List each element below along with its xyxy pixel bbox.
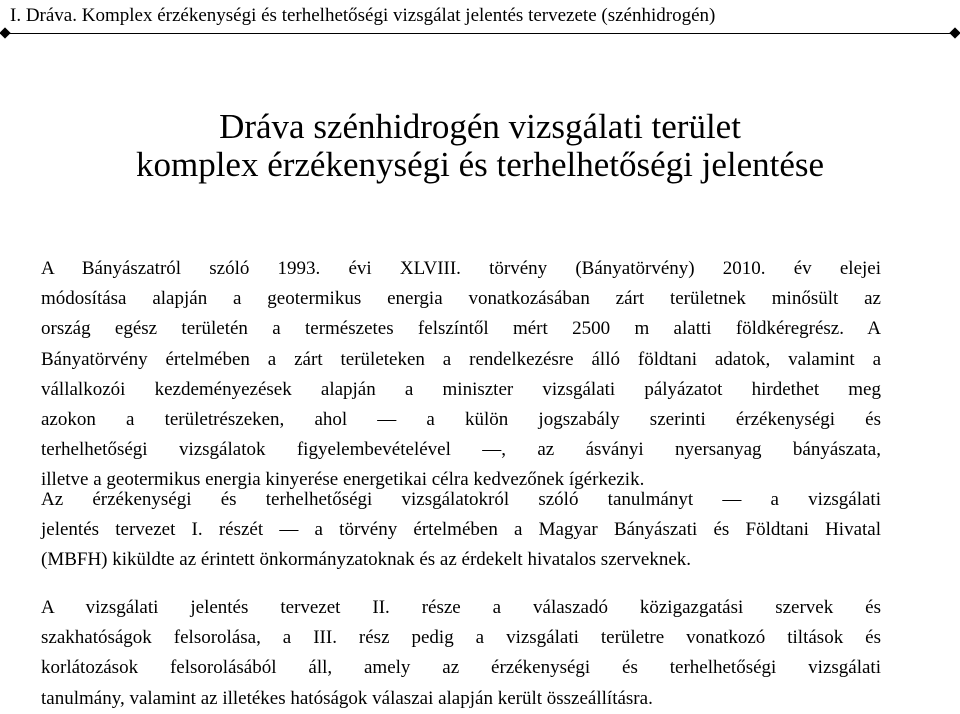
paragraph-2 (41, 485, 881, 576)
paragraph-line: A vizsgálati jelentés tervezet II. része a válaszadó közigazgatási szervek és (41, 597, 881, 618)
paragraph-line: korlátozások felsorolásából áll, amely az érzékenységi és terhelhetőségi vizsgálati (41, 657, 881, 679)
paragraph-1 (41, 254, 881, 496)
paragraph-line: illetve a geotermikus energia kinyerése energetikai célra kedvezőnek ígérkezik. (41, 469, 645, 491)
paragraph-line: vállalkozói kezdeményezések alapján a miniszter vizsgálati pályázatot hirdethet meg (41, 378, 881, 400)
paragraph-line: Bányatörvény értelmében a zárt területeken a rendelkezésre álló földtani adatok, valamint a (41, 348, 881, 370)
paragraph-line: szakhatóságok felsorolása, a III. rész pedig a vizsgálati területre vonatkozó tiltások és (41, 627, 881, 649)
document-title-line-2: komplex érzékenységi és terhelhetőségi jelentése (135, 145, 825, 184)
paragraph-line: (MBFH) kiküldte az érintett önkormányzatoknak és az érdekelt hivatalos szerveknek. (41, 549, 691, 571)
paragraph-3 (41, 593, 881, 714)
running-header-text: I. Dráva. Komplex érzékenységi és terhelhetőségi vizsgálat jelentés tervezete (szénhidrogén) (10, 5, 716, 26)
paragraph-line: ország egész területén a természetes felszíntől mért 2500 m alatti földkéregrész. A (41, 318, 881, 340)
running-header (0, 0, 960, 40)
paragraph-line: módosítása alapján a geotermikus energia vonatkozásában zárt területnek minősült az (41, 288, 881, 310)
paragraph-line: A Bányászatról szóló 1993. évi XLVIII. törvény (Bányatörvény) 2010. év elejei (41, 258, 881, 279)
paragraph-line: azokon a területrészeken, ahol — a külön jogszabály szerinti érzékenységi és (41, 409, 881, 431)
paragraph-line: Az érzékenységi és terhelhetőségi vizsgálatokról szóló tanulmányt — a vizsgálati (41, 489, 881, 510)
header-rule (4, 33, 956, 34)
rule-end-left-diamond-icon (0, 27, 11, 38)
document-title (0, 108, 960, 184)
paragraph-line: jelentés tervezet I. részét — a törvény értelmében a Magyar Bányászati és Földtani Hivatal (41, 519, 881, 541)
paragraph-line: tanulmány, valamint az illetékes hatóságok válaszai alapján került összeállításra. (41, 687, 653, 709)
paragraph-line: terhelhetőségi vizsgálatok figyelembevételével —, az ásványi nyersanyag bányászata, (41, 439, 881, 461)
rule-end-right-diamond-icon (949, 27, 960, 38)
document-title-line-1: Dráva szénhidrogén vizsgálati terület (219, 107, 741, 146)
